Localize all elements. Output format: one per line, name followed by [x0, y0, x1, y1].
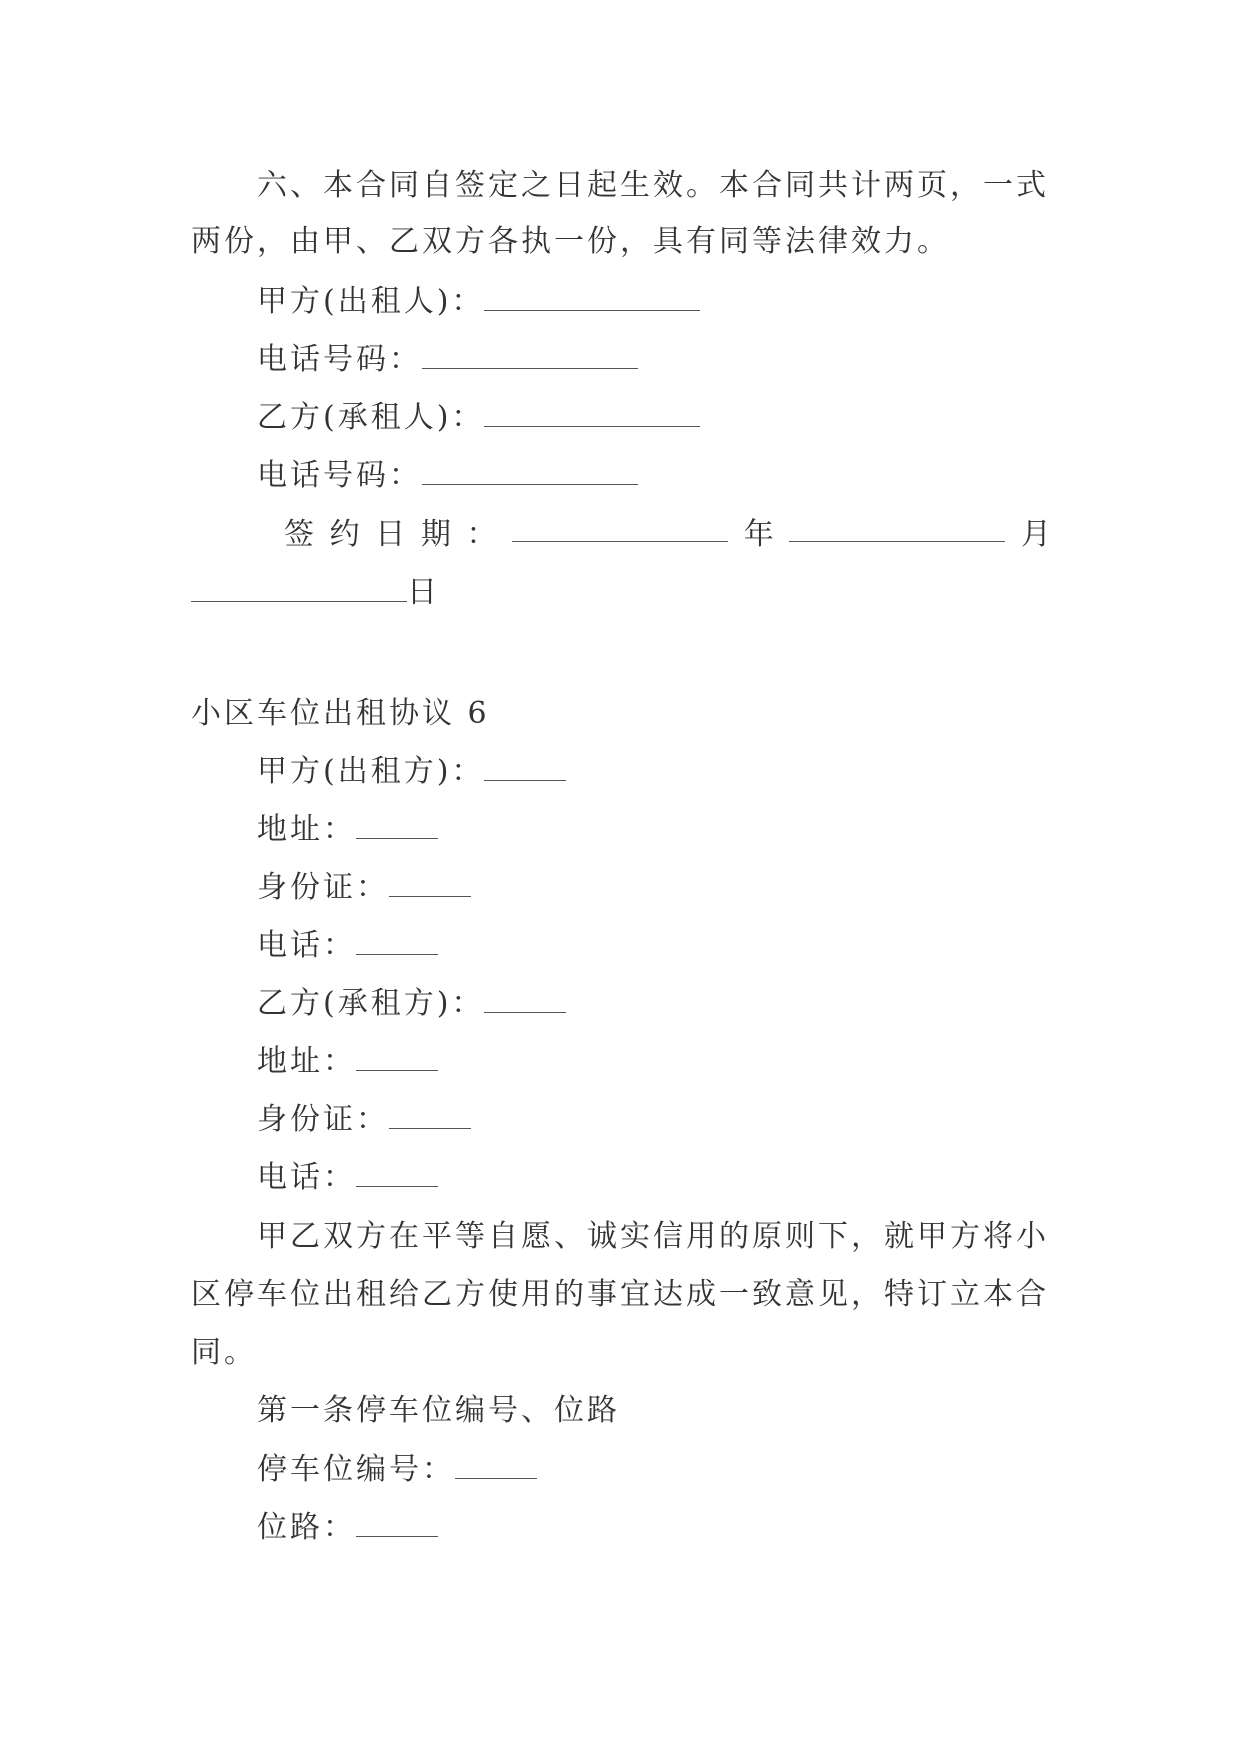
sign-date-char-4: 期	[420, 517, 451, 552]
year-blank	[512, 515, 728, 542]
party-a-label: 甲方(出租方)：	[257, 754, 485, 789]
day-blank	[191, 575, 407, 602]
sign-date-char-5: ：	[466, 517, 497, 552]
sign-date-char-3: 日	[375, 517, 406, 552]
month-blank	[789, 515, 1005, 542]
sign-date-char-1: 签	[284, 517, 314, 552]
clause6-line2: 两份，由甲、乙双方各执一份，具有同等法律效力。	[191, 224, 950, 259]
phone-b-label: 电话：	[257, 1160, 356, 1195]
lessee-label: 乙方(承租人)：	[257, 400, 485, 435]
address-a-blank	[356, 812, 438, 839]
phone-blank-a	[422, 342, 638, 369]
phone-field-a	[257, 340, 1051, 380]
phone-label-b: 电话号码：	[257, 458, 422, 493]
id-b-label: 身份证：	[257, 1102, 389, 1137]
clause6-line1: 六、本合同自签定之日起生效。本合同共计两页，一式	[257, 168, 1049, 203]
space-no-label: 停车位编号：	[257, 1452, 455, 1487]
phone-blank-b	[422, 458, 638, 485]
id-a-field	[257, 868, 1051, 908]
phone-a-label: 电话：	[257, 928, 356, 963]
id-a-blank	[389, 870, 471, 897]
location-field	[257, 1508, 1051, 1548]
day-label: 日	[407, 575, 440, 610]
address-b-blank	[356, 1044, 438, 1071]
lessee-field	[257, 398, 1051, 438]
party-a-blank	[484, 754, 566, 781]
space-no-field	[257, 1450, 1051, 1490]
sign-date-row	[284, 515, 1051, 555]
agreement-title: 小区车位出租协议 6	[191, 696, 490, 731]
party-b-field	[257, 984, 1051, 1024]
location-blank	[356, 1510, 438, 1537]
party-a-field	[257, 752, 1051, 792]
address-a-field	[257, 810, 1051, 850]
intro-line1: 甲乙双方在平等自愿、诚实信用的原则下，就甲方将小	[257, 1219, 1049, 1254]
phone-a-field	[257, 926, 1051, 966]
lessor-blank	[484, 284, 700, 311]
party-b-blank	[484, 986, 566, 1013]
month-label: 月	[1021, 517, 1051, 552]
address-b-field	[257, 1042, 1051, 1082]
phone-field-b	[257, 456, 1051, 496]
lessor-label: 甲方(出租人)：	[257, 284, 485, 319]
id-a-label: 身份证：	[257, 870, 389, 905]
intro-line2: 区停车位出租给乙方使用的事宜达成一致意见，特订立本合	[191, 1277, 1049, 1312]
location-label: 位路：	[257, 1510, 356, 1545]
address-b-label: 地址：	[257, 1044, 356, 1079]
phone-label-a: 电话号码：	[257, 342, 422, 377]
sign-date-char-2: 约	[329, 517, 360, 552]
lessee-blank	[484, 400, 700, 427]
article1-title: 第一条停车位编号、位路	[257, 1393, 620, 1428]
phone-b-field	[257, 1158, 1051, 1198]
phone-b-blank	[356, 1160, 438, 1187]
phone-a-blank	[356, 928, 438, 955]
year-label: 年	[743, 517, 774, 552]
party-b-label: 乙方(承租方)：	[257, 986, 485, 1021]
address-a-label: 地址：	[257, 812, 356, 847]
lessor-field	[257, 282, 1051, 322]
day-row	[191, 573, 1051, 613]
id-b-blank	[389, 1102, 471, 1129]
id-b-field	[257, 1100, 1051, 1140]
space-no-blank	[455, 1452, 537, 1479]
intro-line3: 同。	[191, 1335, 257, 1370]
